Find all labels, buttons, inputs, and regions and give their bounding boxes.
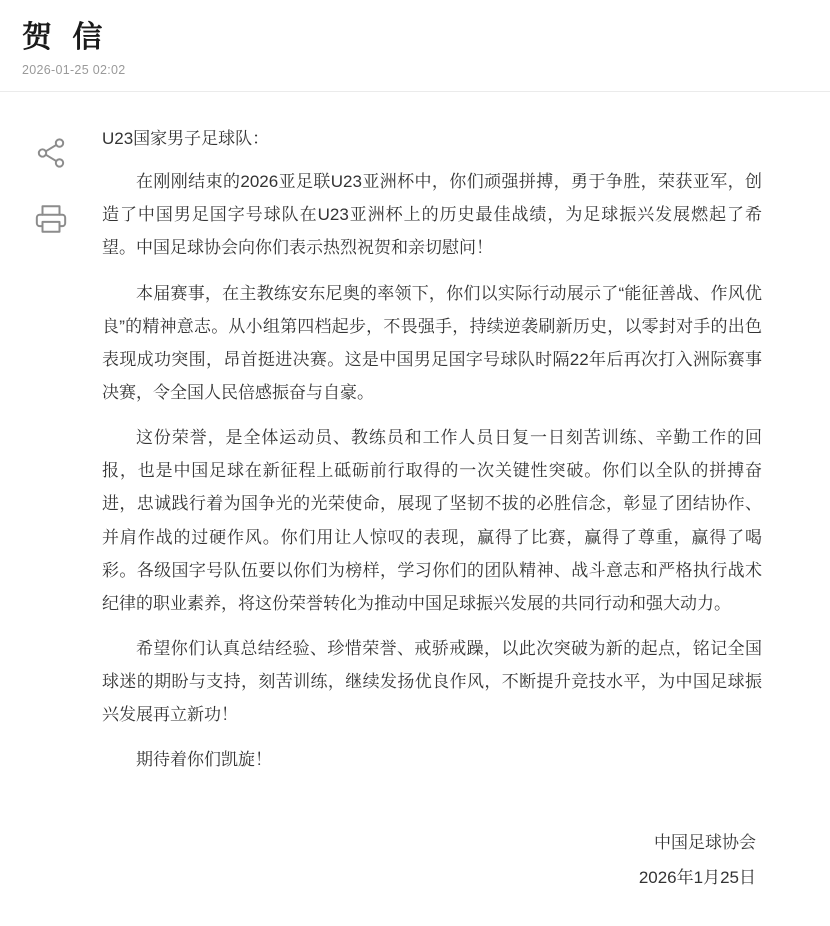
share-icon: [34, 136, 68, 170]
signature-date: 2026年1月25日: [638, 868, 756, 888]
paragraph-4: 希望你们认真总结经验、珍惜荣誉、戒骄戒躁，以此次突破为新的起点，铭记全国球迷的期盼与支持，刻苦训练，继续发扬优良作风，不断提升竞技水平，为中国足球振兴发展再立新功！: [102, 638, 762, 725]
paragraph-1: 在刚刚结束的2026亚足联U23亚洲杯中，你们顽强拼搏，勇于争胜，荣获亚军，创造了中国男足国字号球队在U23亚洲杯上的历史最佳战绩，为足球振兴发展燃起了希望。中国足球协会向你们表示热烈祝贺和亲切慰问！: [102, 172, 762, 258]
document-body: [0, 92, 830, 926]
signature-block: [102, 825, 762, 896]
article-content: [102, 92, 802, 926]
print-icon: [34, 202, 68, 236]
paragraph-5: 期待着你们凯旋！: [136, 750, 272, 770]
action-toolbar: [0, 92, 102, 238]
share-button[interactable]: [32, 134, 70, 172]
page-title: 贺 信: [22, 21, 109, 54]
salutation: U23国家男子足球队：: [102, 129, 270, 148]
document-header: [0, 0, 830, 77]
print-button[interactable]: [32, 200, 70, 238]
signature-org: 中国足球协会: [654, 832, 756, 852]
publish-timestamp: 2026-01-25 02:02: [22, 63, 126, 77]
paragraph-3: 这份荣誉，是全体运动员、教练员和工作人员日复一日刻苦训练、辛勤工作的回报，也是中国足球在新征程上砥砺前行取得的一次关键性突破。你们以全队的拼搏奋进，忠诚践行着为国争光的光荣使命，展现了坚韧不拔的必胜信念，彰显了团结协作、并肩作战的过硬作风。你们用让人惊叹的表现，赢得了比赛，赢得了尊重，赢得了喝彩。各级国字号队伍要以你们为榜样，学习你们的团队精神、战斗意志和严格执行战术纪律的职业素养，将这份荣誉转化为推动中国足球振兴发展的共同行动和强大动力。: [102, 428, 762, 613]
paragraph-2: 本届赛事，在主教练安东尼奥的率领下，你们以实际行动展示了“能征善战、作风优良”的精神意志。从小组第四档起步，不畏强手，持续逆袭刷新历史，以零封对手的出色表现成功突围，昂首挺进决赛。这是中国男足国字号球队时隔22年后再次打入洲际赛事决赛，令全国人民倍感振奋与自豪。: [102, 283, 762, 402]
